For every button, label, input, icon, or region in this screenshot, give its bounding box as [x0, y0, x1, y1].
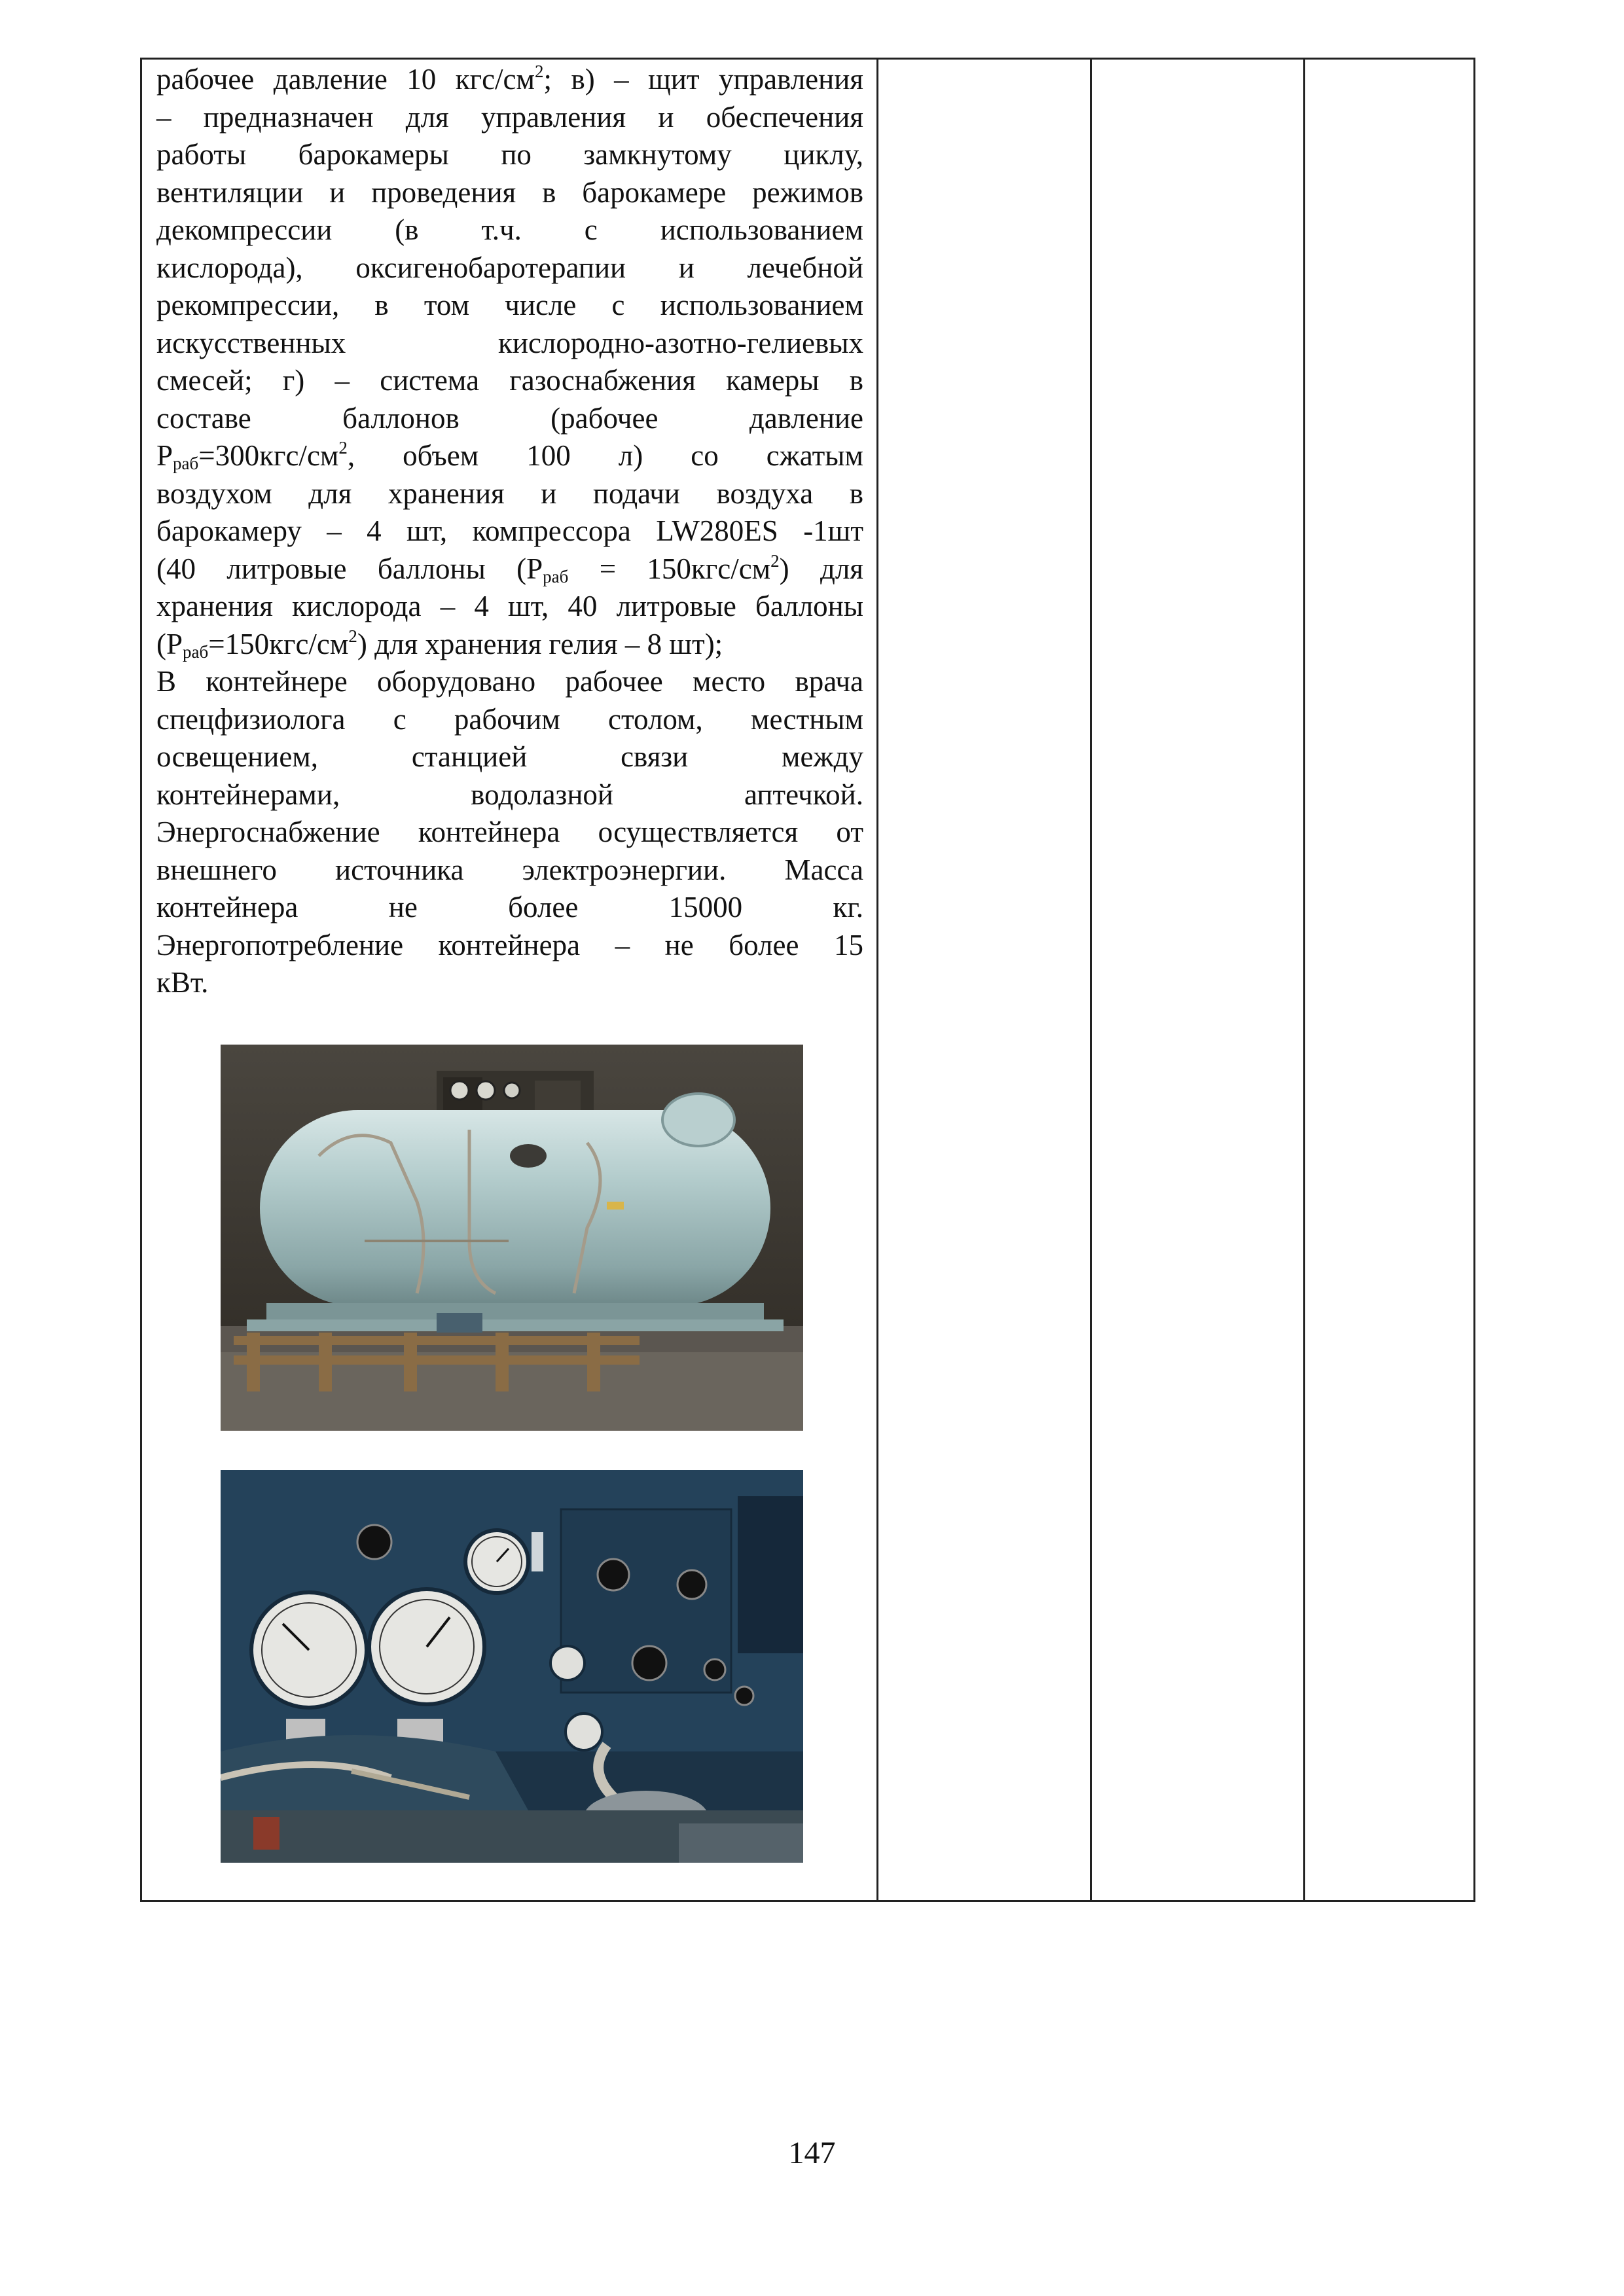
- column-divider: [1303, 60, 1305, 1900]
- text-line: [156, 889, 863, 927]
- page-number: 147: [788, 2136, 836, 2170]
- text-line: [156, 852, 863, 889]
- text-run: вентиляции и проведения в барокамере режимов: [156, 175, 863, 209]
- text-run: В контейнере оборудовано рабочее место врача: [156, 665, 863, 698]
- text-run: освещением, станцией связи между: [156, 740, 863, 773]
- control-panel-photo: [221, 1470, 803, 1863]
- superscript: 2: [770, 550, 780, 571]
- text-line: [156, 400, 863, 438]
- text-line: [156, 738, 863, 776]
- superscript: 2: [338, 438, 348, 457]
- text-run: смесей; г) – система газоснабжения камеры в: [156, 364, 863, 397]
- text-line: [156, 550, 863, 588]
- text-run: хранения кислорода – 4 шт, 40 литровые баллоны: [156, 590, 863, 622]
- text-line: [156, 325, 863, 363]
- superscript: 2: [348, 626, 357, 646]
- text-line: [156, 174, 863, 212]
- text-line: [156, 626, 863, 664]
- text-run: кислорода), оксигенобаротерапии и лечебной: [156, 251, 863, 284]
- text-run: рабочее давление 10 кгс/см: [156, 63, 535, 96]
- text-run: = 150кгс/см: [568, 552, 771, 585]
- text-run: рекомпрессии, в том числе с использованием: [156, 289, 863, 321]
- text-run: =150кгс/см: [208, 627, 349, 660]
- text-run: работы барокамеры по замкнутому циклу,: [156, 138, 863, 171]
- text-run: ) для хранения гелия – 8 шт);: [357, 627, 723, 660]
- subscript: раб: [543, 566, 569, 586]
- text-run: искусственных кислородно-азотно-гелиевых: [156, 326, 863, 359]
- text-line: [156, 663, 863, 701]
- text-line: [156, 362, 863, 400]
- text-line: [156, 512, 863, 550]
- text-run: =300кгс/см: [198, 439, 339, 472]
- pressure-chamber-photo: [221, 1045, 803, 1431]
- text-line: [156, 776, 863, 814]
- text-run: контейнерами, водолазной аптечкой.: [156, 778, 863, 811]
- text-run: внешнего источника электроэнергии. Масса: [156, 853, 863, 886]
- text-run: спецфизиолога с рабочим столом, местным: [156, 702, 863, 736]
- text-line: [156, 287, 863, 325]
- document-table: [140, 58, 1475, 1902]
- subscript: раб: [173, 454, 199, 473]
- text-run: декомпрессии (в т.ч. с использованием: [156, 213, 863, 246]
- text-run: кВт.: [156, 966, 209, 999]
- text-line: [156, 136, 863, 174]
- text-line: [156, 927, 863, 965]
- text-run: Энергопотребление контейнера – не более 15: [156, 928, 863, 961]
- text-line: [156, 964, 863, 1002]
- description-cell: [156, 61, 863, 1002]
- text-line: [156, 211, 863, 249]
- text-run: (Р: [156, 627, 183, 660]
- text-run: воздухом для хранения и подачи воздуха в: [156, 476, 863, 510]
- text-line: [156, 61, 863, 99]
- text-run: составе баллонов (рабочее давление: [156, 401, 863, 435]
- text-run: – предназначен для управления и обеспечения: [156, 100, 863, 134]
- text-line: [156, 701, 863, 739]
- subscript: раб: [183, 641, 209, 662]
- text-line: [156, 249, 863, 287]
- text-run: барокамеру – 4 шт, компрессора LW280ES -1шт: [156, 514, 863, 547]
- column-divider: [1090, 60, 1092, 1900]
- text-run: Энергоснабжение контейнера осуществляется от: [156, 816, 863, 848]
- text-run: (40 литровые баллоны (Р: [156, 552, 543, 585]
- text-run: Р: [156, 439, 173, 472]
- text-line: [156, 475, 863, 513]
- text-line: [156, 814, 863, 852]
- text-run: ; в) – щит управления: [543, 63, 863, 96]
- column-divider: [876, 60, 878, 1900]
- text-line: [156, 437, 863, 475]
- text-run: , объем 100 л) со сжатым: [347, 439, 863, 472]
- superscript: 2: [535, 62, 544, 81]
- text-run: контейнера не более 15000 кг.: [156, 891, 863, 924]
- text-line: [156, 588, 863, 626]
- text-line: [156, 99, 863, 137]
- text-run: ) для: [779, 552, 864, 585]
